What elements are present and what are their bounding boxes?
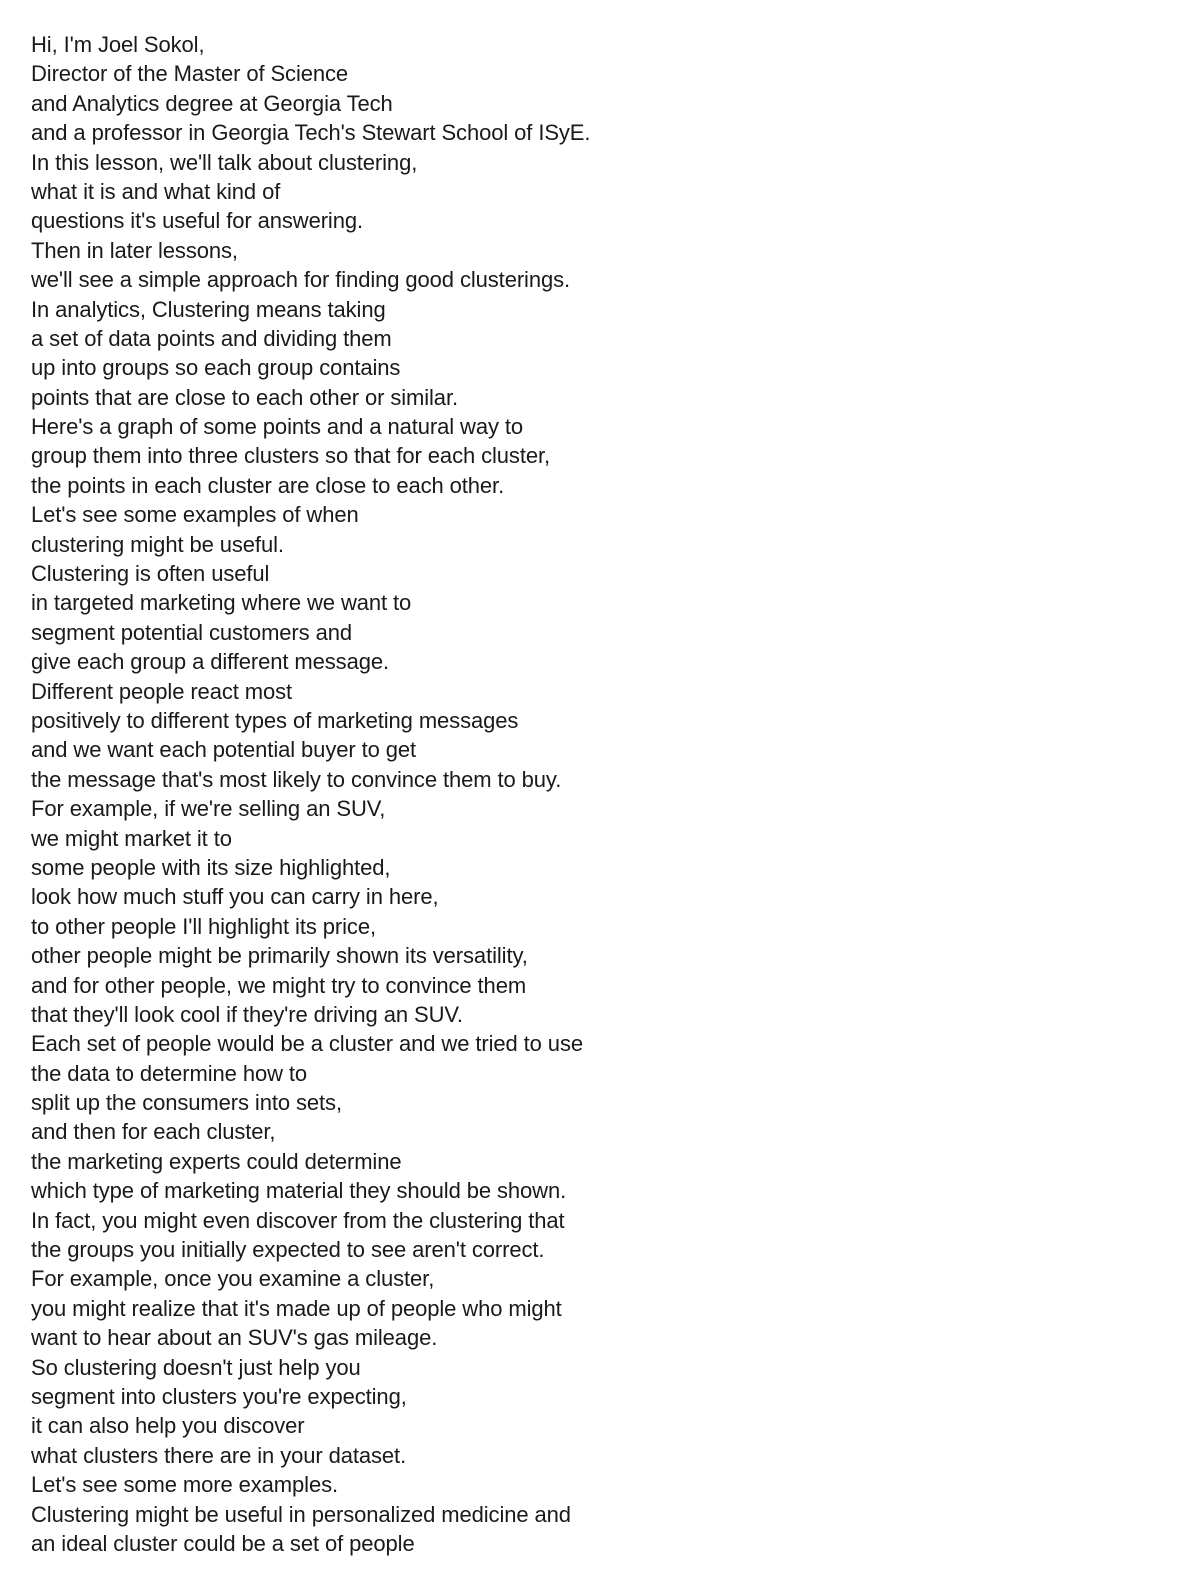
- transcript-line: to other people I'll highlight its price,: [31, 913, 376, 939]
- transcript-line: segment into clusters you're expecting,: [31, 1383, 407, 1409]
- transcript-line: some people with its size highlighted,: [31, 854, 391, 880]
- transcript-line: questions it's useful for answering.: [31, 208, 363, 234]
- transcript-line: In this lesson, we'll talk about clustering,: [31, 149, 418, 175]
- transcript-line: in targeted marketing where we want to: [31, 590, 412, 616]
- transcript-line: want to hear about an SUV's gas mileage.: [31, 1325, 438, 1351]
- transcript-line: and Analytics degree at Georgia Tech: [31, 90, 393, 116]
- transcript-line: In analytics, Clustering means taking: [31, 296, 386, 322]
- transcript-line: So clustering doesn't just help you: [31, 1354, 361, 1380]
- transcript-page: [31, 30, 1171, 1558]
- transcript-line: and a professor in Georgia Tech's Stewart School of ISyE.: [31, 120, 591, 146]
- transcript-line: Clustering might be useful in personalized medicine and: [31, 1501, 571, 1527]
- transcript-line: For example, if we're selling an SUV,: [31, 796, 386, 822]
- transcript-line: which type of marketing material they should be shown.: [31, 1178, 567, 1204]
- transcript-line: Here's a graph of some points and a natural way to: [31, 414, 524, 440]
- transcript-line: segment potential customers and: [31, 619, 352, 645]
- transcript-line: the points in each cluster are close to each other.: [31, 472, 505, 498]
- transcript-line: Hi, I'm Joel Sokol,: [31, 32, 205, 57]
- transcript-line: group them into three clusters so that for each cluster,: [31, 443, 551, 469]
- transcript-line: we'll see a simple approach for finding good clusterings.: [31, 267, 571, 293]
- transcript-line: what it is and what kind of: [31, 178, 281, 204]
- transcript-line: it can also help you discover: [31, 1413, 305, 1439]
- transcript-line: and then for each cluster,: [31, 1119, 276, 1145]
- transcript-line: In fact, you might even discover from the clustering that: [31, 1207, 565, 1233]
- transcript-line: For example, once you examine a cluster,: [31, 1266, 435, 1292]
- transcript-line: Different people react most: [31, 678, 293, 704]
- transcript-line: and for other people, we might try to convince them: [31, 972, 527, 998]
- transcript-line: a set of data points and dividing them: [31, 325, 392, 351]
- transcript-line: the message that's most likely to convince them to buy.: [31, 766, 562, 792]
- transcript-line: Director of the Master of Science: [31, 61, 349, 87]
- transcript-line: Let's see some more examples.: [31, 1472, 338, 1498]
- transcript-line: split up the consumers into sets,: [31, 1090, 342, 1116]
- transcript-line: up into groups so each group contains: [31, 355, 401, 381]
- transcript-line: points that are close to each other or similar.: [31, 384, 458, 410]
- transcript-line: we might market it to: [31, 825, 232, 851]
- transcript-line: that they'll look cool if they're driving an SUV.: [31, 1001, 463, 1027]
- transcript-line: and we want each potential buyer to get: [31, 737, 417, 763]
- transcript-line: Let's see some examples of when: [31, 502, 359, 528]
- transcript-line: Each set of people would be a cluster and we tried to use: [31, 1031, 583, 1057]
- transcript-line: give each group a different message.: [31, 649, 390, 675]
- transcript-line: clustering might be useful.: [31, 531, 284, 557]
- transcript-line: the data to determine how to: [31, 1060, 308, 1086]
- transcript-line: look how much stuff you can carry in here,: [31, 884, 439, 910]
- transcript-line: positively to different types of marketing messages: [31, 707, 519, 733]
- transcript-line: Clustering is often useful: [31, 561, 270, 587]
- transcript-line: the groups you initially expected to see aren't correct.: [31, 1237, 545, 1263]
- transcript-line: other people might be primarily shown its versatility,: [31, 943, 528, 969]
- transcript-line: what clusters there are in your dataset.: [31, 1442, 407, 1468]
- transcript-line: an ideal cluster could be a set of people: [31, 1530, 415, 1556]
- transcript-line: Then in later lessons,: [31, 237, 238, 263]
- transcript-line: the marketing experts could determine: [31, 1148, 402, 1174]
- transcript-line: you might realize that it's made up of people who might: [31, 1295, 562, 1321]
